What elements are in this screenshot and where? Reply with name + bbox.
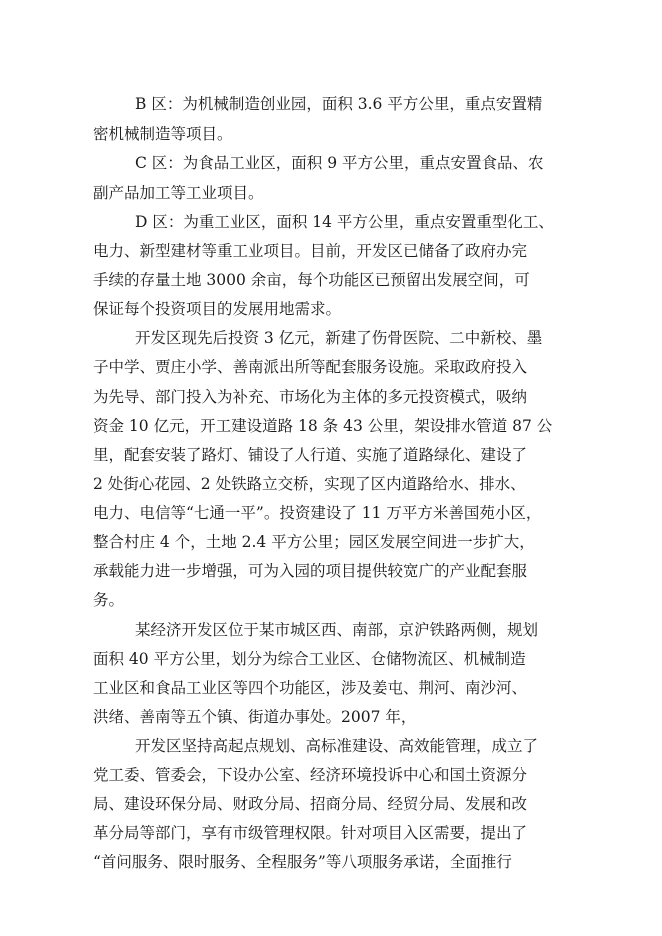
text-line-24: 党工委、管委会，下设办公室、经济环境投诉中心和国土资源分: [93, 766, 528, 784]
text-line-25: 局、建设环保分局、财政分局、招商分局、经贸分局、发展和改: [93, 795, 528, 813]
text-line-7: 手续的存量土地 3000 余亩，每个功能区已预留出发展空间，可: [93, 271, 530, 289]
text-line-6: 电力、新型建材等重工业项目。目前，开发区已储备了政府办完: [93, 242, 528, 260]
text-line-8: 保证每个投资项目的发展用地需求。: [93, 300, 342, 318]
text-line-3: C 区：为食品工业区，面积 9 平方公里，重点安置食品、农: [135, 154, 544, 172]
text-line-19: 某经济开发区位于某市城区西、南部，京沪铁路两侧，规划: [135, 621, 539, 639]
text-line-17: 承载能力进一步增强，可为入园的项目提供较宽广的产业配套服: [93, 562, 528, 580]
text-line-21: 工业区和食品工业区等四个功能区，涉及姜屯、荆河、南沙河、: [93, 679, 528, 697]
text-line-18: 务。: [93, 591, 125, 609]
text-line-13: 里，配套安装了路灯、铺设了人行道、实施了道路绿化、建设了: [93, 446, 528, 464]
text-line-4: 副产品加工等工业项目。: [93, 184, 264, 202]
text-line-1: B 区：为机械制造创业园，面积 3.6 平方公里，重点安置精: [135, 95, 543, 113]
text-line-10: 子中学、贾庄小学、善南派出所等配套服务设施。采取政府投入: [93, 358, 528, 376]
text-line-20: 面积 40 平方公里，划分为综合工业区、仓储物流区、机械制造: [93, 650, 526, 668]
text-line-9: 开发区现先后投资 3 亿元，新建了伤骨医院、二中新校、墨: [135, 329, 543, 347]
text-line-5: D 区：为重工业区，面积 14 平方公里，重点安置重型化工、: [135, 213, 554, 231]
text-line-2: 密机械制造等项目。: [93, 125, 233, 143]
text-line-22: 洪绪、善南等五个镇、街道办事处。2007 年，: [93, 708, 417, 726]
text-line-12: 资金 10 亿元，开工建设道路 18 条 43 公里，架设排水管道 87 公: [93, 417, 553, 435]
text-line-16: 整合村庄 4 个，土地 2.4 平方公里；园区发展空间进一步扩大，: [93, 533, 535, 551]
text-line-14: 2 处街心花园、2 处铁路立交桥，实现了区内道路给水、排水、: [93, 475, 526, 493]
text-line-26: 革分局等部门，享有市级管理权限。针对项目入区需要，提出了: [93, 824, 528, 842]
text-line-11: 为先导、部门投入为补充、市场化为主体的多元投资模式，吸纳: [93, 388, 528, 406]
text-line-15: 电力、电信等“七通一平”。投资建设了 11 万平方米善国苑小区，: [93, 504, 542, 522]
text-line-23: 开发区坚持高起点规划、高标准建设、高效能管理，成立了: [135, 737, 539, 755]
text-line-27: “首问服务、限时服务、全程服务”等八项服务承诺，全面推行: [93, 853, 512, 871]
